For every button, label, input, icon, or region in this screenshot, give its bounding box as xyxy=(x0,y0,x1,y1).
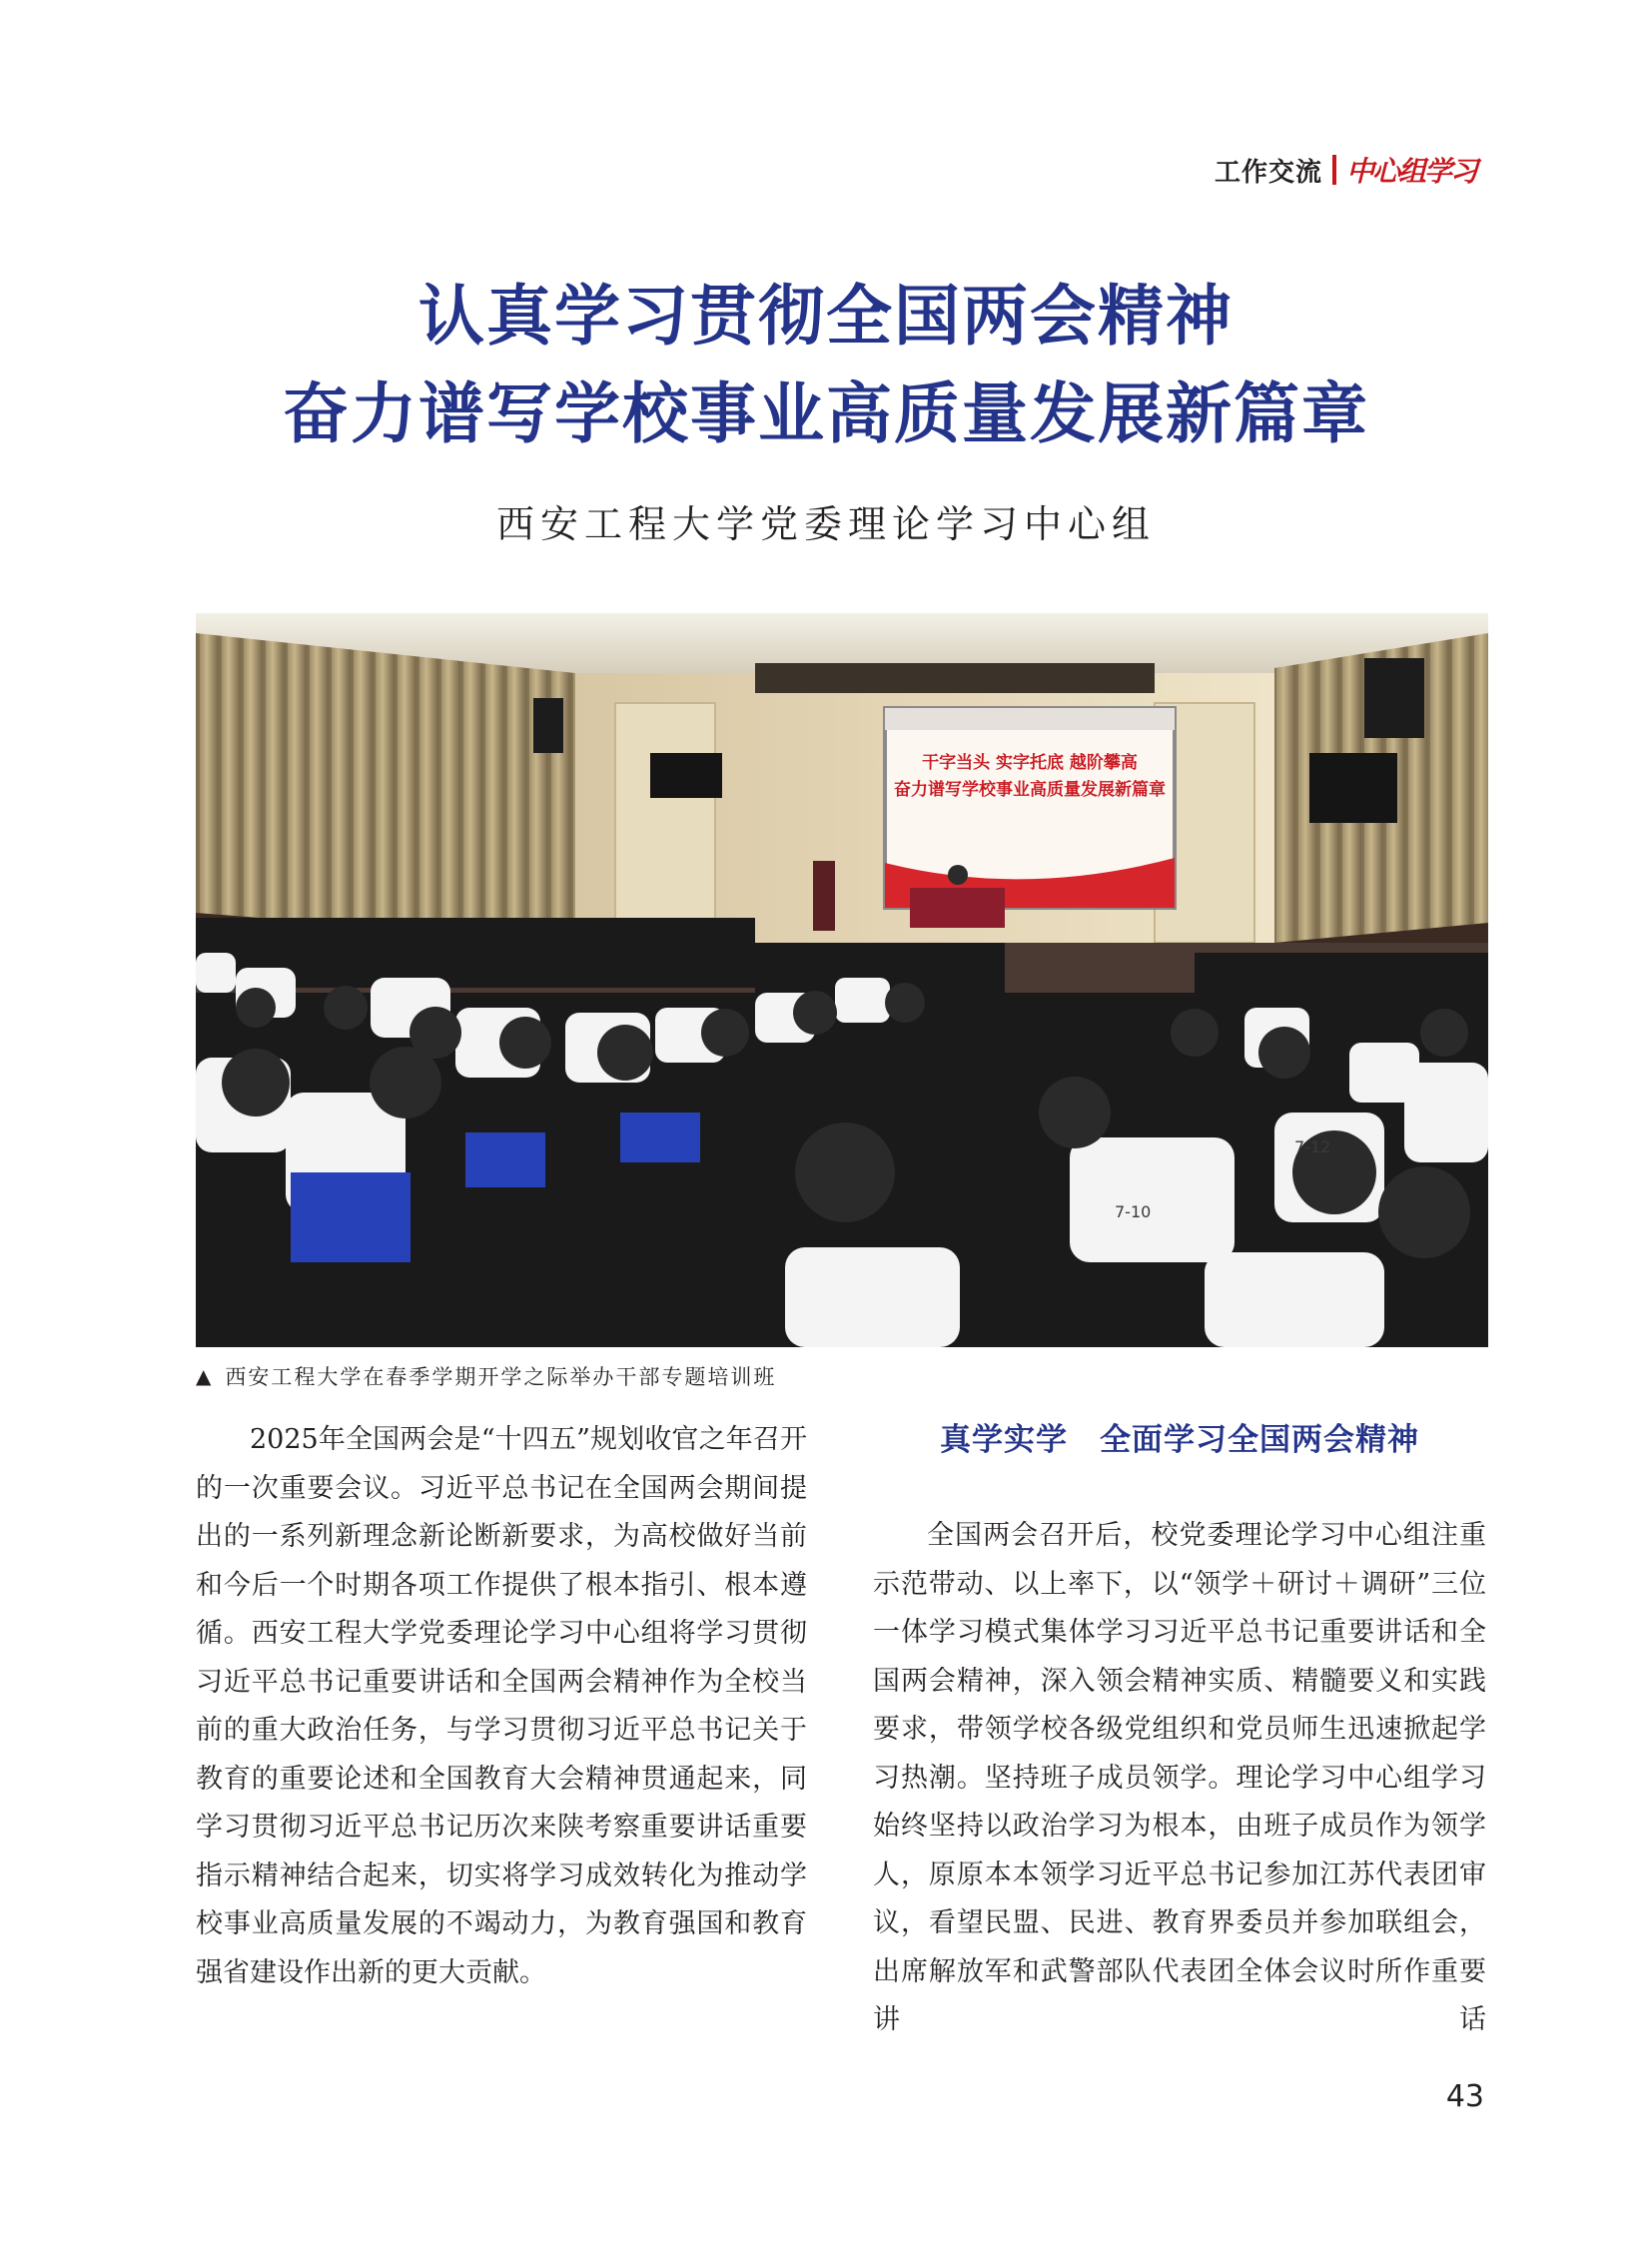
title-line-2: 奋力谱写学校事业高质量发展新篇章 xyxy=(283,375,1369,452)
photo-caption xyxy=(196,1361,776,1391)
intro-paragraph: 2025年全国两会是“十四五”规划收官之年召开的一次重要会议。习近平总书记在全国两会期间提出的一系列新理念新论断新要求，为高校做好当前和今后一个时期各项工作提供了根本指引、根本遵循。西安工程大学党委理论学习中心组将学习贯彻习近平总书记重要讲话和全国两会精神作为全校当前的重大政治任务，与学习贯彻习近平总书记关于教育的重要论述和全国教育大会精神贯通起来，同学习贯彻习近平总书记历次来陕考察重要讲话重要指示精神结合起来，切实将学习成效转化为推动学校事业高质量发展的不竭动力，为教育强国和教育强省建设作出新的更大贡献。 xyxy=(196,1424,807,1988)
seat-label-1: 7-10 xyxy=(1115,1202,1152,1221)
page-number: 43 xyxy=(1445,2079,1484,2114)
screen-title-line-2: 奋力谱写学校事业高质量发展新篇章 xyxy=(894,780,1166,800)
seat-label-2: 7-12 xyxy=(1294,1137,1331,1156)
caption-text: 西安工程大学在春季学期开学之际举办干部专题培训班 xyxy=(225,1365,777,1389)
title-line-1: 认真学习贯彻全国两会精神 xyxy=(418,278,1234,355)
header-divider xyxy=(1332,155,1336,185)
right-column xyxy=(873,1416,1486,2045)
column-logo: 中心组学习 xyxy=(1345,155,1476,188)
screen-title-line-1: 干字当头 实字托底 越阶攀高 xyxy=(922,753,1138,773)
section-subheading: 真学实学 全面学习全国两会精神 xyxy=(940,1422,1419,1458)
left-column xyxy=(196,1416,807,1997)
section-label: 工作交流 xyxy=(1214,157,1322,188)
section-paragraph: 全国两会召开后，校党委理论学习中心组注重示范带动、以上率下，以“领学＋研讨＋调研”三位一体学习模式集体学习习近平总书记重要讲话和全国两会精神，深入领会精神实质、精髓要义和实践要求，带领学校各级党组织和党员师生迅速掀起学习热潮。坚持班子成员领学。理论学习中心组学习始终坚持以政治学习为根本，由班子成员作为领学人，原原本本领学习近平总书记参加江苏代表团审议，看望民盟、民进、教育界委员并参加联组会，出席解放军和武警部队代表团全体会议时所作重要讲话 xyxy=(873,1520,1486,2035)
conference-photo xyxy=(196,613,1488,1347)
caption-marker: ▲ xyxy=(196,1364,214,1388)
article-title xyxy=(0,268,1652,463)
page-header xyxy=(1215,150,1476,190)
article-author: 西安工程大学党委理论学习中心组 xyxy=(495,502,1156,546)
